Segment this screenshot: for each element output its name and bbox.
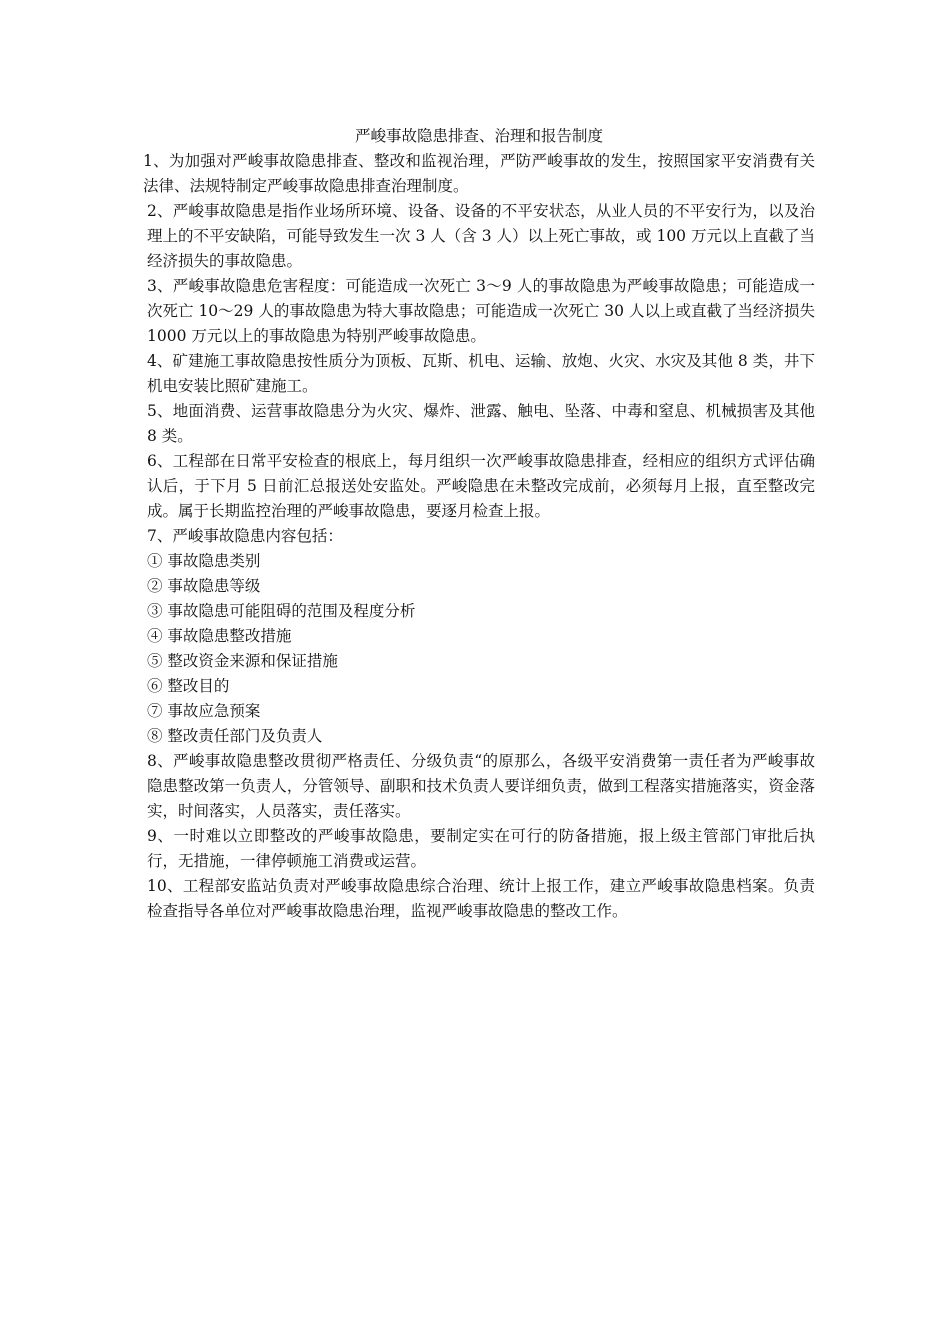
list-item: ① 事故隐患类别 — [147, 552, 261, 570]
list-item: ⑤ 整改资金来源和保证措施 — [147, 652, 338, 670]
paragraph-7: 7、严峻事故隐患内容包括： — [147, 527, 343, 545]
paragraph-6: 6、工程部在日常平安检查的根底上，每月组织一次严峻事故隐患排查，经相应的组织方式评估确认后，于下月 5 日前汇总报送处安监处。严峻隐患在未整改完成前，必须每月上报，直至整改完成。属于长期监控治理的严峻事故隐患，要逐月检查上报。 — [147, 452, 815, 520]
list-item: ③ 事故隐患可能阻碍的范围及程度分析 — [147, 602, 416, 620]
list-item: ⑥ 整改目的 — [147, 677, 230, 695]
paragraph-5: 5、地面消费、运营事故隐患分为火灾、爆炸、泄露、触电、坠落、中毒和窒息、机械损害及其他 8 类。 — [147, 402, 815, 445]
paragraph-1: 1、为加强对严峻事故隐患排查、整改和监视治理，严防严峻事故的发生，按照国家平安消费有关法律、法规特制定严峻事故隐患排查治理制度。 — [143, 152, 815, 195]
paragraph-3: 3、严峻事故隐患危害程度：可能造成一次死亡 3～9 人的事故隐患为严峻事故隐患；可能造成一次死亡 10～29 人的事故隐患为特大事故隐患；可能造成一次死亡 30 人以上或直截了当经济损失 1000 万元以上的事故隐患为特别严峻事故隐患。 — [147, 277, 815, 345]
list-item: ⑧ 整改责任部门及负责人 — [147, 727, 323, 745]
list-item: ⑦ 事故应急预案 — [147, 702, 261, 720]
paragraph-2: 2、严峻事故隐患是指作业场所环境、设备、设备的不平安状态，从业人员的不平安行为，以及治理上的不平安缺陷，可能导致发生一次 3 人（含 3 人）以上死亡事故，或 100 万元以上直截了当经济损失的事故隐患。 — [147, 202, 815, 270]
document-title: 严峻事故隐患排查、治理和报告制度 — [354, 127, 603, 145]
paragraph-9: 9、一时难以立即整改的严峻事故隐患，要制定实在可行的防备措施，报上级主管部门审批后执行，无措施，一律停顿施工消费或运营。 — [147, 827, 815, 870]
paragraph-8: 8、严峻事故隐患整改贯彻严格责任、分级负责“的原那么，各级平安消费第一责任者为严峻事故隐患整改第一负责人，分管领导、副职和技术负责人要详细负责，做到工程落实措施落实，资金落实，时间落实，人员落实，责任落实。 — [147, 752, 815, 820]
list-item: ② 事故隐患等级 — [147, 577, 261, 595]
list-item: ④ 事故隐患整改措施 — [147, 627, 292, 645]
paragraph-10: 10、工程部安监站负责对严峻事故隐患综合治理、统计上报工作，建立严峻事故隐患档案。负责检查指导各单位对严峻事故隐患治理，监视严峻事故隐患的整改工作。 — [147, 877, 815, 920]
document-body — [143, 124, 815, 924]
paragraph-4: 4、矿建施工事故隐患按性质分为顶板、瓦斯、机电、运输、放炮、火灾、水灾及其他 8 类，井下机电安装比照矿建施工。 — [147, 352, 815, 395]
